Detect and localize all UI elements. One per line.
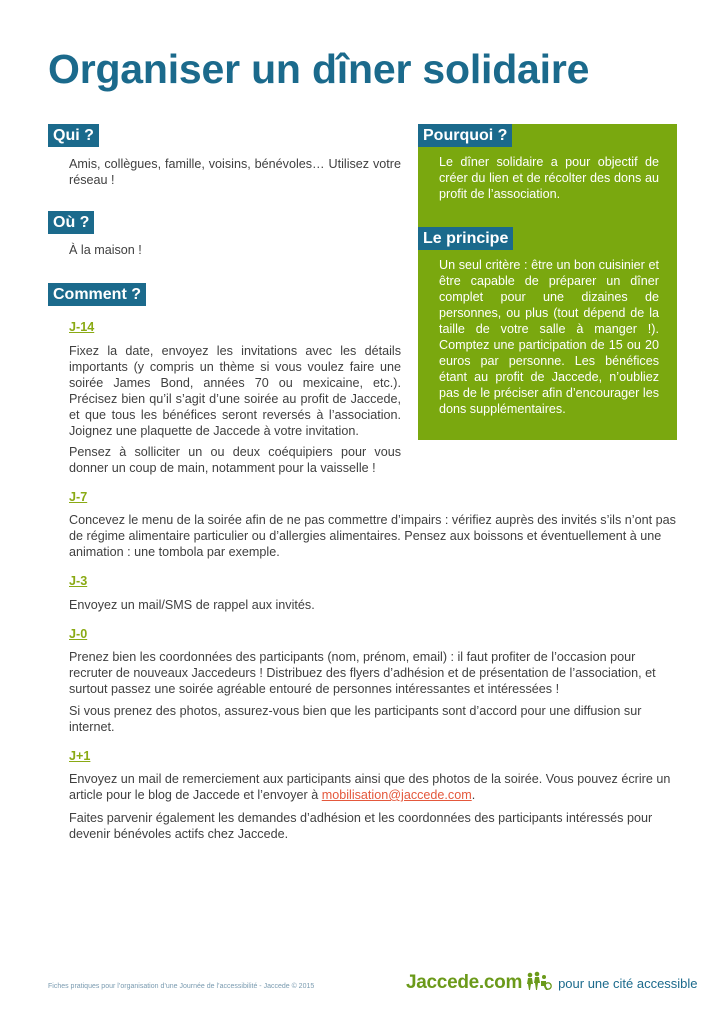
ou-text: À la maison !	[69, 243, 142, 257]
step-j1-paragraph-1	[69, 771, 681, 803]
step-title-j7: J-7	[69, 490, 88, 504]
step-title-j1: J+1	[69, 749, 91, 763]
step-j7-paragraph-1: Concevez le menu de la soirée afin de ne pas commettre d’impairs : vérifiez auprès des invités s’ils n’ont pas de régime alimentaire particulier ou d’allergies alimentaires. Pensez aux boissons et éventuellement à une animation : une tombola par exemple.	[69, 513, 676, 559]
step-j0-paragraph-1: Prenez bien les coordonnées des participants (nom, prénom, email) : il faut profiter de l’occasion pour recruter de nouveaux Jaccedeurs ! Distribuez des flyers d’adhésion et de présentation de l’association, et surtout passez une soirée agréable entouré de personnes intéressantes et intéressées !	[69, 650, 656, 696]
page-title: Organiser un dîner solidaire	[48, 46, 590, 92]
footer-note: Fiches pratiques pour l’organisation d’une Journée de l’accessibilité - Jaccede © 2015	[48, 983, 315, 990]
pourquoi-text: Le dîner solidaire a pour objectif de créer du lien et de récolter des dons au profit de l’association.	[439, 155, 659, 201]
logo-tagline: pour une cité accessible	[558, 975, 698, 991]
step-j14-paragraph-2: Pensez à solliciter un ou deux coéquipiers pour vous donner un coup de main, notamment pour la vaisselle !	[69, 445, 401, 475]
step-title-j3: J-3	[69, 574, 88, 588]
step-j3-paragraph-1: Envoyez un mail/SMS de rappel aux invités.	[69, 598, 315, 612]
step-title-j14: J-14	[69, 320, 95, 334]
step-j1-paragraph-2: Faites parvenir également les demandes d’adhésion et les coordonnées des participants intéressés pour devenir bénévoles actifs chez Jaccede.	[69, 811, 653, 841]
step-title-j0: J-0	[69, 627, 88, 641]
step-j14-paragraph-1: Fixez la date, envoyez les invitations avec les détails importants (y compris un thème si vous voulez faire une soirée James Bond, années 70 ou mexicaine, etc.). Précisez bien qu’il s’agit d’une soirée au profit de Jaccede, et que tous les bénéfices seront reversés à l’association. Joignez une plaquette de Jaccede à votre invitation.	[69, 344, 401, 438]
step-j1-paragraph-1-suffix: .	[471, 788, 476, 802]
step-j1-paragraph-1-text: Envoyez un mail de remerciement aux participants ainsi que des photos de la soirée. Vous pouvez écrire un article pour le blog de Jaccede et l’envoyer à	[69, 772, 671, 802]
jaccede-logo	[406, 971, 698, 995]
people-group-icon	[526, 971, 552, 996]
email-link[interactable]: mobilisation@jaccede.com	[321, 788, 472, 802]
section-label-comment: Comment ?	[48, 283, 146, 306]
section-label-principe: Le principe	[418, 227, 513, 250]
step-j0-paragraph-2: Si vous prenez des photos, assurez-vous bien que les participants sont d’accord pour une diffusion sur internet.	[69, 704, 642, 734]
logo-wordmark: Jaccede.com	[406, 972, 523, 993]
section-label-ou: Où ?	[48, 211, 94, 234]
qui-text: Amis, collègues, famille, voisins, bénévoles… Utilisez votre réseau !	[69, 157, 401, 187]
section-label-pourquoi: Pourquoi ?	[418, 124, 512, 147]
section-label-qui: Qui ?	[48, 124, 99, 147]
principe-text: Un seul critère : être un bon cuisinier et être capable de préparer un dîner complet pour une dizaines de personnes, ou plus (tout dépend de la taille de votre salle à manger !). Comptez une participation de 15 ou 20 euros par personne. Les bénéfices étant au profit de Jaccede, n’oubliez pas de le préciser afin d’encourager les dons supplémentaires.	[439, 258, 659, 416]
